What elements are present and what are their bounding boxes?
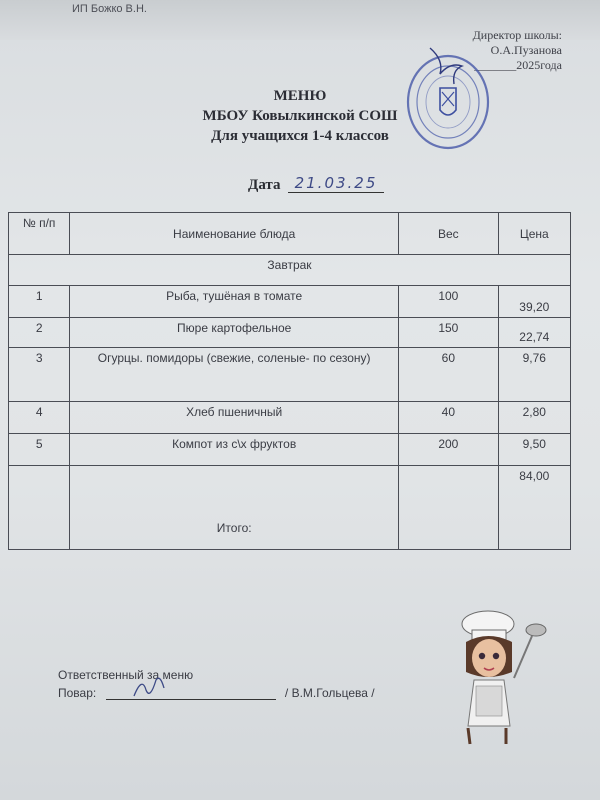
table-row [9,286,571,318]
section-breakfast: Завтрак [9,255,571,286]
row-weight: 60 [399,348,499,402]
row-price: 9,50 [498,434,570,466]
director-title: Директор школы: [472,28,562,42]
row-price: 2,80 [498,402,570,434]
section-row [9,255,571,286]
table-row [9,318,571,348]
row-num: 4 [9,402,70,434]
row-price: 22,74 [498,318,570,348]
chef-girl-icon [448,608,558,748]
total-row [9,466,571,550]
header-name: Наименование блюда [70,213,399,255]
menu-table [8,212,571,550]
cook-name: / В.М.Гольцева / [284,686,375,700]
approval-year: _______2025года [474,58,562,72]
date-value: 21.03.25 [288,174,384,193]
cook-line [58,686,375,700]
row-weight: 150 [399,318,499,348]
table-row [9,402,571,434]
signature-icon [130,672,170,702]
row-weight: 40 [399,402,499,434]
header-price: Цена [498,213,570,255]
row-num: 1 [9,286,70,318]
director-name: О.А.Пузанова [490,43,562,57]
cook-label: Повар: [58,686,97,700]
row-name: Компот из с\х фруктов [70,434,399,466]
total-value: 84,00 [498,466,570,550]
header-weight: Вес [399,213,499,255]
row-num: 5 [9,434,70,466]
total-empty [9,466,70,550]
date-label: Дата [248,177,281,193]
row-num: 3 [9,348,70,402]
table-header-row [9,213,571,255]
table-row [9,434,571,466]
row-price: 9,76 [498,348,570,402]
title-grades: Для учащихся 1-4 классов [211,128,389,144]
row-price: 39,20 [498,286,570,318]
responsible-label: Ответственный за меню [58,668,194,682]
table-row [9,348,571,402]
title-school: МБОУ Ковылкинской СОШ [202,108,398,124]
total-label: Итого: [70,466,399,550]
title-menu: МЕНЮ [273,88,327,104]
total-weight-empty [399,466,499,550]
row-weight: 200 [399,434,499,466]
row-name: Хлеб пшеничный [70,402,399,434]
row-name: Пюре картофельное [70,318,399,348]
row-name: Рыба, тушёная в томате [70,286,399,318]
header-num: № п/п [9,213,70,255]
row-weight: 100 [399,286,499,318]
row-num: 2 [9,318,70,348]
row-name: Огурцы. помидоры (свежие, соленые- по сезону) [70,348,399,402]
org-name: ИП Божко В.Н. [72,3,147,15]
